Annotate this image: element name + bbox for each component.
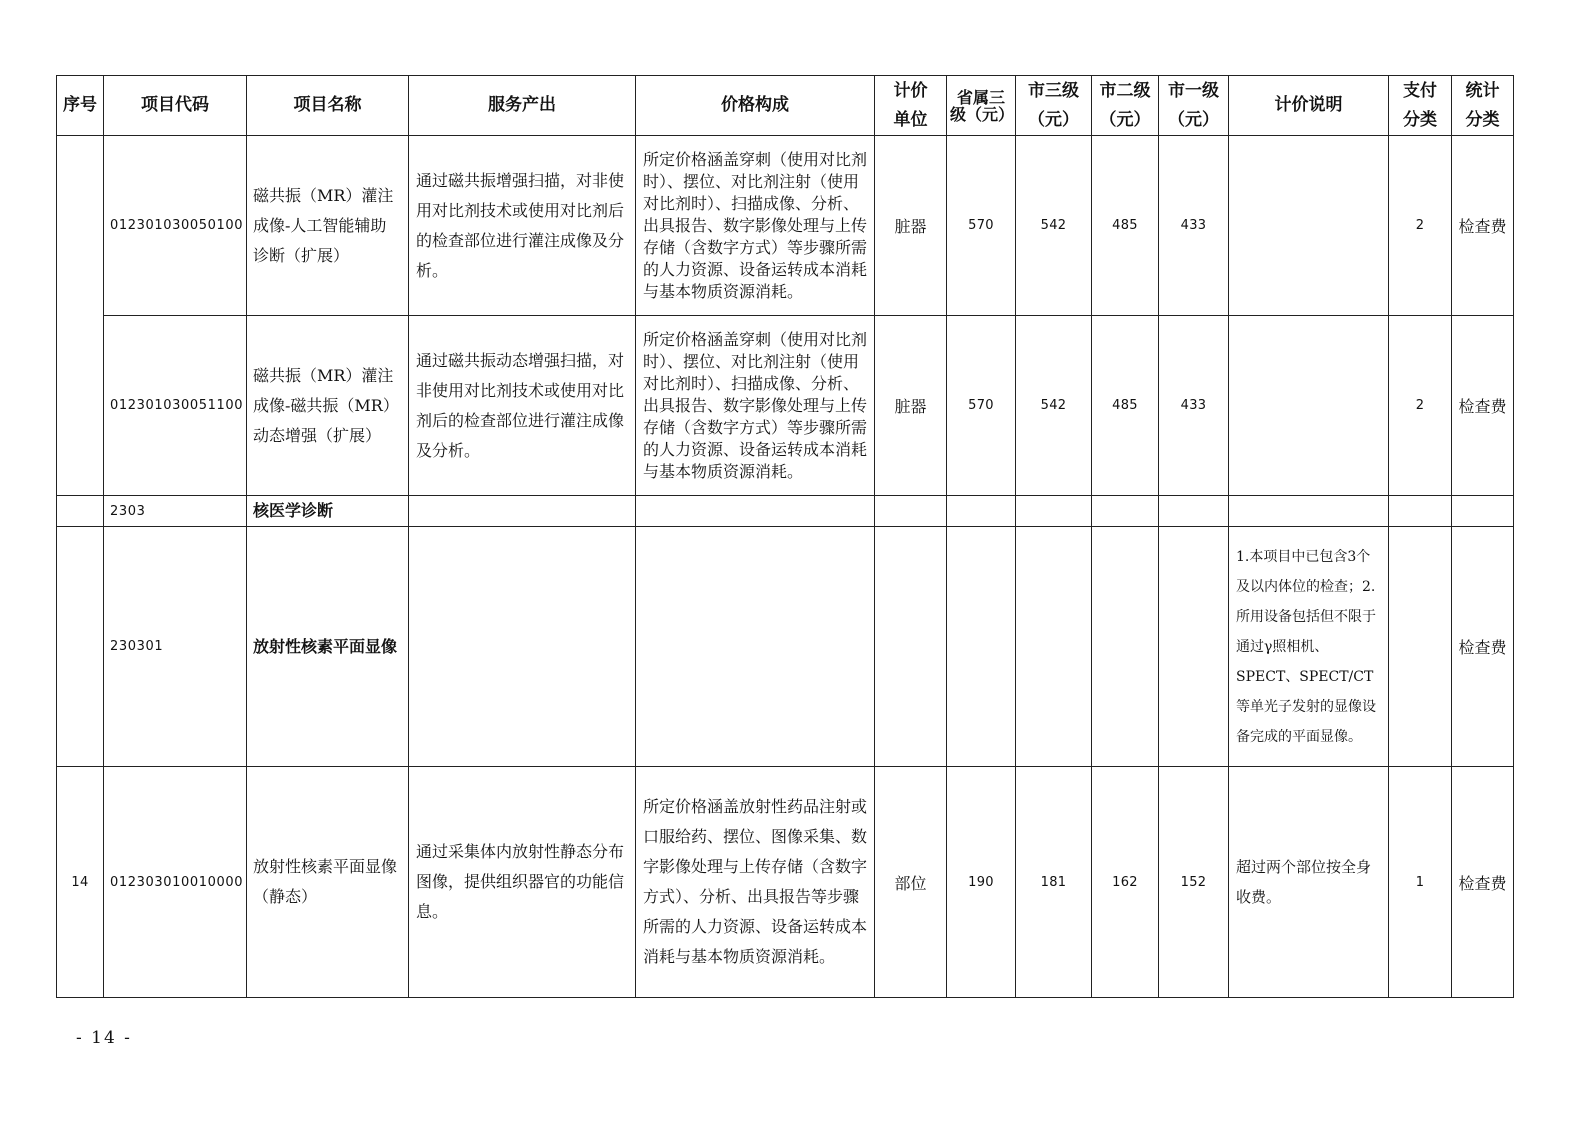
code-cell: 230301 — [104, 527, 247, 767]
price-table-container — [56, 75, 1514, 998]
payment-category-cell — [1389, 527, 1452, 767]
seq-cell — [57, 527, 104, 767]
seq-cell — [57, 136, 104, 496]
payment-category-cell — [1389, 496, 1452, 527]
seq-cell — [57, 496, 104, 527]
code-cell: 012301030051100 — [104, 316, 247, 496]
table-row — [57, 136, 1514, 316]
table-row — [57, 316, 1514, 496]
pricing-note-cell — [1229, 316, 1389, 496]
page-number: - 14 - — [76, 1028, 132, 1048]
city-tier1-price — [1159, 527, 1229, 767]
payment-category-cell: 2 — [1389, 136, 1452, 316]
header-city-tier2: 市二级（元） — [1092, 76, 1159, 136]
city-tier1-price: 433 — [1159, 316, 1229, 496]
code-cell: 012301030050100 — [104, 136, 247, 316]
header-statistics-category: 统计分类 — [1452, 76, 1514, 136]
payment-category-cell: 2 — [1389, 316, 1452, 496]
payment-category-cell: 1 — [1389, 767, 1452, 998]
statistics-category-cell: 检查费 — [1452, 767, 1514, 998]
header-row — [57, 76, 1514, 136]
header-provincial-tier3: 省属三级（元） — [947, 76, 1016, 136]
statistics-category-cell — [1452, 496, 1514, 527]
code-cell: 012303010010000 — [104, 767, 247, 998]
header-pricing-note: 计价说明 — [1229, 76, 1389, 136]
subsection-name-cell: 放射性核素平面显像 — [247, 527, 409, 767]
statistics-category-cell: 检查费 — [1452, 316, 1514, 496]
city-tier3-price: 542 — [1016, 316, 1092, 496]
section-name-cell: 核医学诊断 — [247, 496, 409, 527]
header-seq: 序号 — [57, 76, 104, 136]
subsection-row — [57, 527, 1514, 767]
price-composition-cell: 所定价格涵盖穿刺（使用对比剂时）、摆位、对比剂注射（使用对比剂时）、扫描成像、分析、出具报告、数字影像处理与上传存储（含数字方式）等步骤所需的人力资源、设备运转成本消耗与基本物质资源消耗。 — [636, 136, 875, 316]
name-cell: 磁共振（MR）灌注成像-人工智能辅助诊断（扩展） — [247, 136, 409, 316]
table-row — [57, 767, 1514, 998]
code-cell: 2303 — [104, 496, 247, 527]
city-tier3-price — [1016, 527, 1092, 767]
provincial-tier3-price — [947, 496, 1016, 527]
name-cell: 磁共振（MR）灌注成像-磁共振（MR）动态增强（扩展） — [247, 316, 409, 496]
provincial-tier3-price — [947, 527, 1016, 767]
header-city-tier1: 市一级（元） — [1159, 76, 1229, 136]
service-cell: 通过磁共振动态增强扫描，对非使用对比剂技术或使用对比剂后的检查部位进行灌注成像及分析。 — [409, 316, 636, 496]
header-code: 项目代码 — [104, 76, 247, 136]
statistics-category-cell: 检查费 — [1452, 527, 1514, 767]
header-price-composition: 价格构成 — [636, 76, 875, 136]
pricing-note-cell — [1229, 496, 1389, 527]
pricing-note-cell: 1.本项目中已包含3个及以内体位的检查；2.所用设备包括但不限于通过γ照相机、SPECT、SPECT/CT等单光子发射的显像设备完成的平面显像。 — [1229, 527, 1389, 767]
city-tier3-price — [1016, 496, 1092, 527]
provincial-tier3-price: 190 — [947, 767, 1016, 998]
unit-cell: 部位 — [875, 767, 947, 998]
city-tier2-price — [1092, 527, 1159, 767]
section-row — [57, 496, 1514, 527]
price-composition-cell — [636, 496, 875, 527]
name-cell: 放射性核素平面显像（静态） — [247, 767, 409, 998]
header-unit: 计价单位 — [875, 76, 947, 136]
header-service: 服务产出 — [409, 76, 636, 136]
city-tier2-price: 162 — [1092, 767, 1159, 998]
unit-cell — [875, 496, 947, 527]
city-tier1-price: 433 — [1159, 136, 1229, 316]
header-city-tier3: 市三级（元） — [1016, 76, 1092, 136]
city-tier2-price: 485 — [1092, 136, 1159, 316]
unit-cell: 脏器 — [875, 316, 947, 496]
service-cell — [409, 496, 636, 527]
pricing-note-cell: 超过两个部位按全身收费。 — [1229, 767, 1389, 998]
city-tier2-price: 485 — [1092, 316, 1159, 496]
city-tier3-price: 542 — [1016, 136, 1092, 316]
price-composition-cell: 所定价格涵盖穿刺（使用对比剂时）、摆位、对比剂注射（使用对比剂时）、扫描成像、分析、出具报告、数字影像处理与上传存储（含数字方式）等步骤所需的人力资源、设备运转成本消耗与基本物质资源消耗。 — [636, 316, 875, 496]
price-composition-cell: 所定价格涵盖放射性药品注射或口服给药、摆位、图像采集、数字影像处理与上传存储（含数字方式）、分析、出具报告等步骤所需的人力资源、设备运转成本消耗与基本物质资源消耗。 — [636, 767, 875, 998]
header-payment-category: 支付分类 — [1389, 76, 1452, 136]
header-name: 项目名称 — [247, 76, 409, 136]
price-composition-cell — [636, 527, 875, 767]
service-cell: 通过采集体内放射性静态分布图像，提供组织器官的功能信息。 — [409, 767, 636, 998]
seq-cell: 14 — [57, 767, 104, 998]
statistics-category-cell: 检查费 — [1452, 136, 1514, 316]
city-tier3-price: 181 — [1016, 767, 1092, 998]
provincial-tier3-price: 570 — [947, 136, 1016, 316]
city-tier2-price — [1092, 496, 1159, 527]
price-table — [56, 75, 1514, 998]
pricing-note-cell — [1229, 136, 1389, 316]
service-cell: 通过磁共振增强扫描，对非使用对比剂技术或使用对比剂后的检查部位进行灌注成像及分析。 — [409, 136, 636, 316]
city-tier1-price: 152 — [1159, 767, 1229, 998]
unit-cell — [875, 527, 947, 767]
service-cell — [409, 527, 636, 767]
provincial-tier3-price: 570 — [947, 316, 1016, 496]
unit-cell: 脏器 — [875, 136, 947, 316]
city-tier1-price — [1159, 496, 1229, 527]
